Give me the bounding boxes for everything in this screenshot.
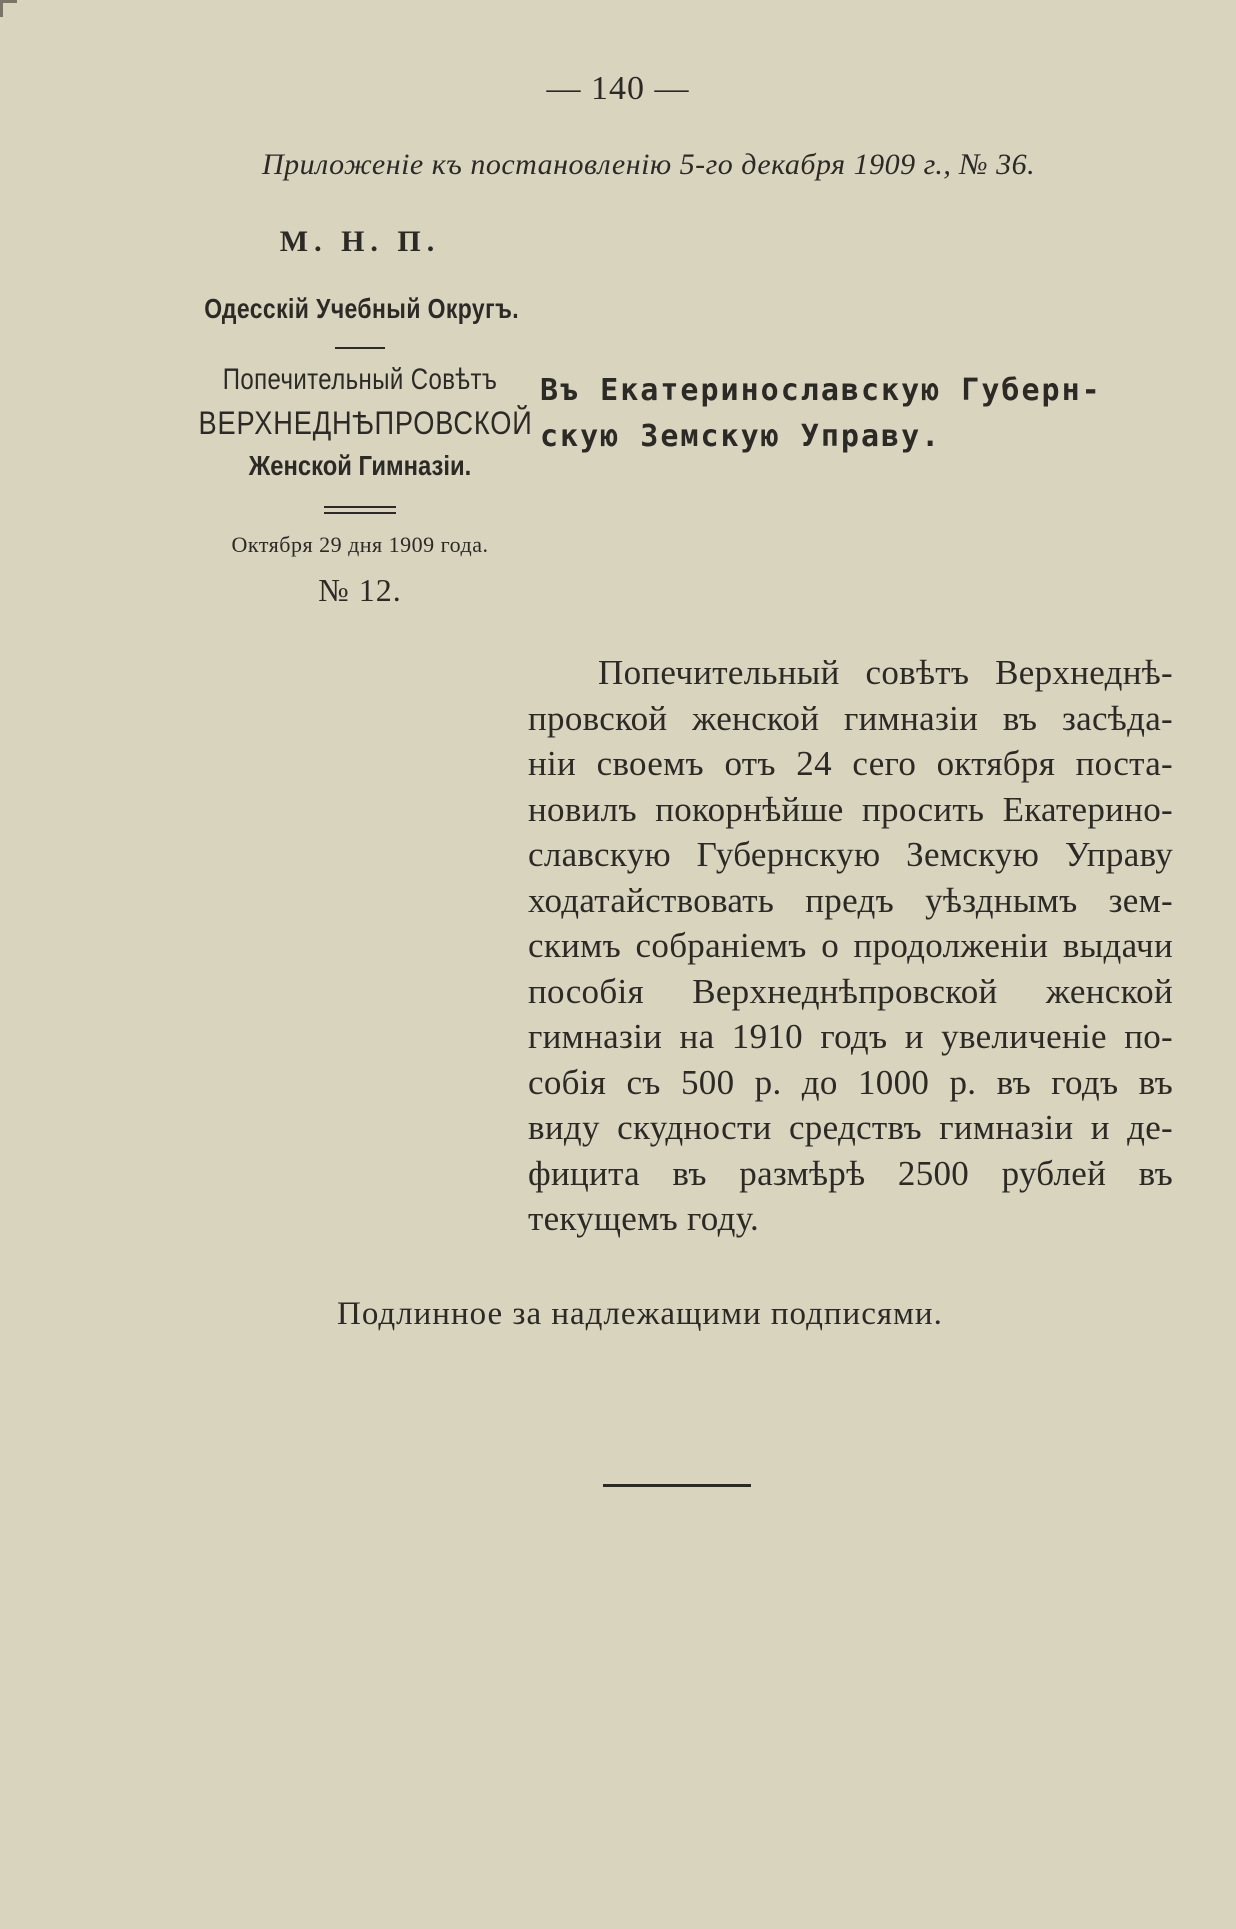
body-line: скимъ собранiемъ о продолженiи выдачи — [528, 926, 1173, 965]
body-line: собiя съ 500 р. до 1000 р. въ годъ въ — [528, 1062, 1173, 1102]
body-line: нiи своемъ отъ 24 сего октября поста- — [528, 744, 1173, 783]
sender-block — [170, 225, 550, 609]
page-corner-mark — [0, 0, 17, 17]
body-line: пособiя Верхнеднѣпровской женской — [528, 971, 1173, 1011]
letter-body — [528, 650, 1173, 1242]
ministry-label: М. Н. П. — [279, 225, 441, 258]
body-line: славскую Губернскую Земскую Управу — [528, 835, 1173, 874]
district-name: Одесскiй Учебный Округъ. — [204, 293, 520, 324]
council-name: Попечительный Совѣтъ — [222, 363, 498, 396]
closing-note: Подлинное за надлежащими подписями. — [337, 1296, 943, 1332]
letter-date: Октября 29 дня 1909 года. — [231, 532, 489, 557]
school-type: Женской Гимназiи. — [248, 450, 472, 481]
double-divider — [324, 506, 396, 514]
short-divider — [335, 347, 385, 349]
body-line: текущемъ году. — [528, 1199, 760, 1238]
body-line: новилъ покорнѣйше просить Екатерино- — [528, 789, 1173, 829]
addressee-line: скую Земскую Управу. — [540, 419, 942, 454]
body-line: виду скудности средствъ гимназiи и де- — [528, 1108, 1173, 1147]
addressee-line: Въ Екатеринославскую Губерн- — [540, 373, 1102, 408]
body-line: фицита въ размѣрѣ 2500 рублей въ — [528, 1153, 1173, 1193]
body-line: гимназiи на 1910 годъ и увеличенiе по- — [528, 1017, 1173, 1056]
body-line: ходатайствовать предъ уѣзднымъ зем- — [528, 880, 1173, 920]
appendix-line: Приложенiе къ постановленiю 5-го декабря 1909 г., № 36. — [262, 148, 1036, 181]
letter-number: № 12. — [318, 572, 402, 608]
body-line: провской женской гимназiи въ засѣда- — [528, 698, 1173, 738]
addressee-block — [540, 368, 1180, 460]
page-number: — 140 — — [546, 70, 690, 107]
end-divider — [603, 1484, 751, 1487]
body-line: Попечительный совѣтъ Верхнеднѣ- — [598, 653, 1173, 692]
school-name: ВЕРХНЕДНѢПРОВСКОЙ — [198, 405, 533, 441]
